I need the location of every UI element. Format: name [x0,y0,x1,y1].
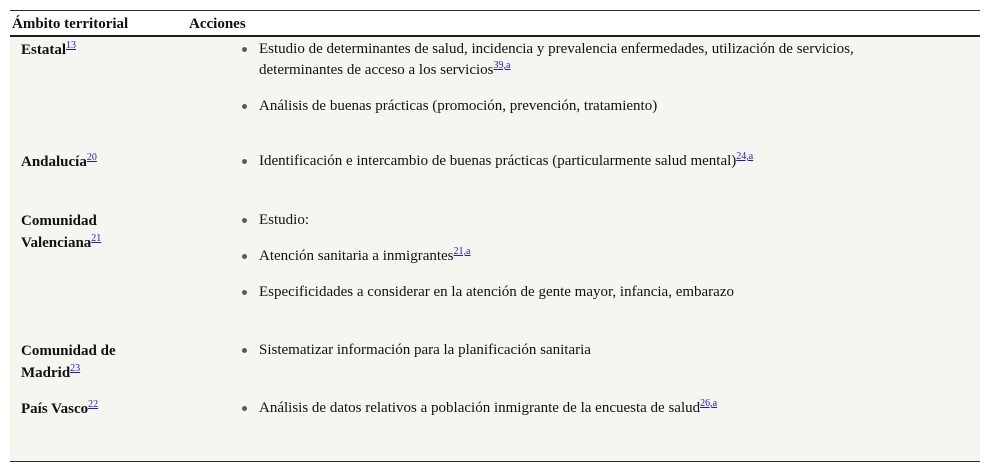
action-text: Estudio de determinantes de salud, incidencia y prevalencia enfermedades, utilización de servicios, determinantes de acceso a los servicios [259,41,854,78]
action-text: Atención sanitaria a inmigrantes [259,248,454,264]
bullet-icon [242,218,247,223]
bullet-icon [242,104,247,109]
territory-name: Comunidad Valenciana [21,213,97,251]
header-actions: Acciones [189,16,246,32]
bullet-icon [242,406,247,411]
territory-name: País Vasco [21,401,89,417]
action-reference-link[interactable]: 24,a [736,151,754,162]
table-header [10,11,980,37]
action-item [241,39,921,81]
territory-name: Comunidad de Madrid [21,343,116,381]
territory-cell [21,340,141,384]
territory-reference-link[interactable]: 21 [91,233,102,244]
territory-cell [21,39,161,61]
bullet-icon [242,254,247,259]
action-reference-link[interactable]: 26,a [700,398,718,409]
territory-name: Andalucía [21,154,87,170]
actions-list [241,340,921,376]
actions-list [241,39,921,132]
territory-reference-link[interactable]: 22 [88,399,99,410]
territory-cell [21,151,161,173]
action-item [241,210,921,231]
territory-cell [21,210,121,254]
action-item [241,282,921,303]
bullet-icon [242,47,247,52]
actions-table [10,10,980,462]
bullet-icon [242,290,247,295]
header-territory: Ámbito territorial [12,16,129,32]
action-item [241,246,921,267]
bullet-icon [242,348,247,353]
action-text: Análisis de buenas prácticas (promoción, prevención, tratamiento) [259,98,658,114]
action-item [241,340,921,361]
territory-reference-link[interactable]: 13 [66,40,76,51]
territory-cell [21,398,161,420]
action-text: Sistematizar información para la planificación sanitaria [259,342,591,358]
actions-list [241,210,921,318]
territory-reference-link[interactable]: 23 [70,363,81,374]
bullet-icon [242,159,247,164]
action-text: Identificación e intercambio de buenas prácticas (particularmente salud mental) [259,153,737,169]
territory-reference-link[interactable]: 20 [86,152,97,163]
actions-list [241,151,921,187]
action-item [241,96,921,117]
action-text: Especificidades a considerar en la atención de gente mayor, infancia, embarazo [259,284,734,300]
territory-name: Estatal [21,42,66,58]
action-text: Análisis de datos relativos a población inmigrante de la encuesta de salud [259,400,701,416]
action-reference-link[interactable]: 21,a [453,246,471,257]
action-reference-link[interactable]: 39,a [493,60,511,71]
action-text: Estudio: [259,212,310,228]
actions-list [241,398,921,434]
action-item [241,398,921,419]
action-item [241,151,921,172]
